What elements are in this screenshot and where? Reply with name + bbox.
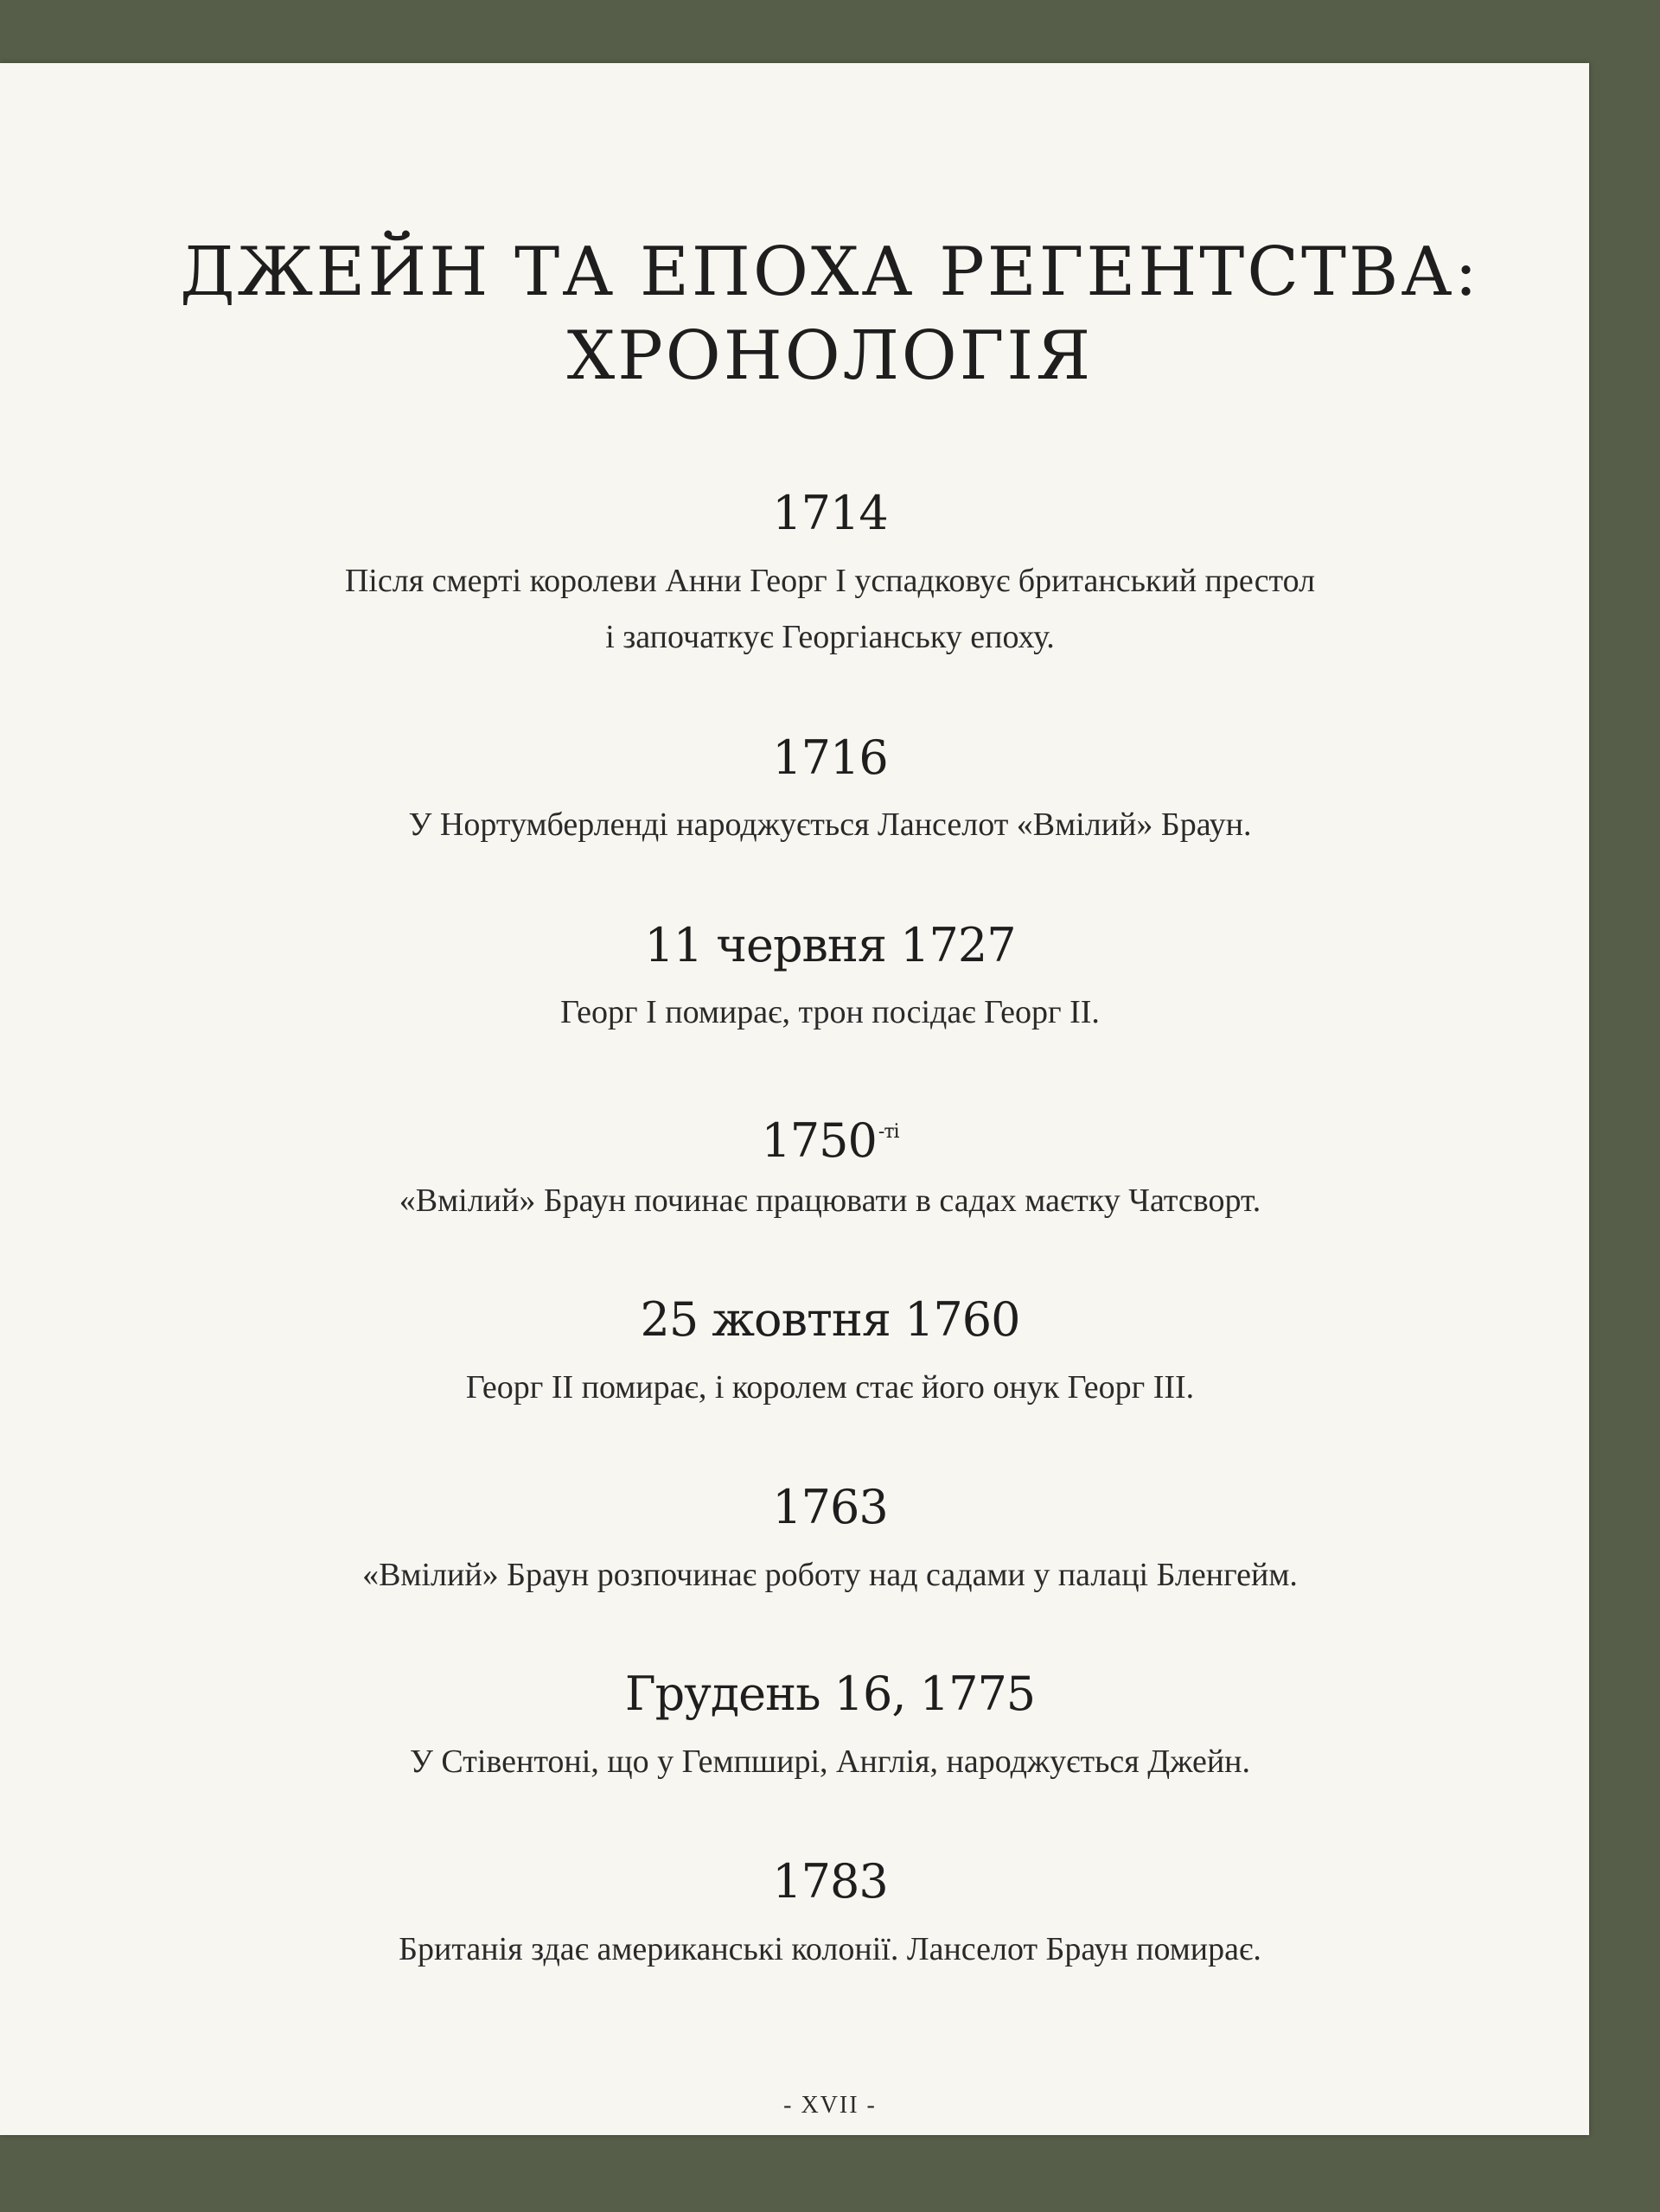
timeline-date-1783: 1783 [772, 1854, 888, 1909]
timeline-date-1763: 1763 [772, 1480, 888, 1534]
timeline-date-1727: 11 червня 1727 [644, 918, 1016, 972]
timeline-date-1750s-year: 1750 [761, 1113, 877, 1168]
timeline-date-1750s [0, 1102, 1660, 1171]
page-title-line-2: ХРОНОЛОГІЯ [566, 317, 1094, 395]
timeline-date-1750s-suffix: -ті [878, 1121, 899, 1143]
timeline-text-1727: Георг I помирає, трон посідає Георг II. [560, 994, 1100, 1030]
timeline-text-1763: «Вмілий» Браун розпочинає роботу над садами у палаці Бленгейм. [362, 1557, 1298, 1593]
page-number: - XVII - [783, 2092, 877, 2119]
page-title-line-1: ДЖЕЙН ТА ЕПОХА РЕГЕНТСТВА: [180, 233, 1480, 311]
timeline-date-1775: Грудень 16, 1775 [624, 1667, 1036, 1721]
timeline-text-1716: У Нортумберленді народжується Ланселот «Вмілий» Браун. [408, 806, 1252, 843]
timeline-text-1775: У Стівентоні, що у Гемпширі, Англія, народжується Джейн. [409, 1743, 1250, 1780]
timeline-text-1714-line-1: Після смерті королеви Анни Георг I успадковує британський престол [344, 563, 1316, 599]
timeline-text-1783: Британія здає американські колонії. Ланселот Браун помирає. [399, 1931, 1261, 1967]
timeline-date-1714: 1714 [772, 486, 888, 540]
timeline-text-1714-line-2: і започаткує Георгіанську епоху. [605, 619, 1055, 655]
timeline-text-1760: Георг II помирає, і королем стає його онук Георг III. [465, 1369, 1195, 1406]
timeline-text-1750s: «Вмілий» Браун починає працювати в садах маєтку Чатсворт. [399, 1182, 1261, 1219]
timeline-date-1760: 25 жовтня 1760 [640, 1292, 1020, 1347]
timeline-date-1716: 1716 [772, 730, 888, 785]
